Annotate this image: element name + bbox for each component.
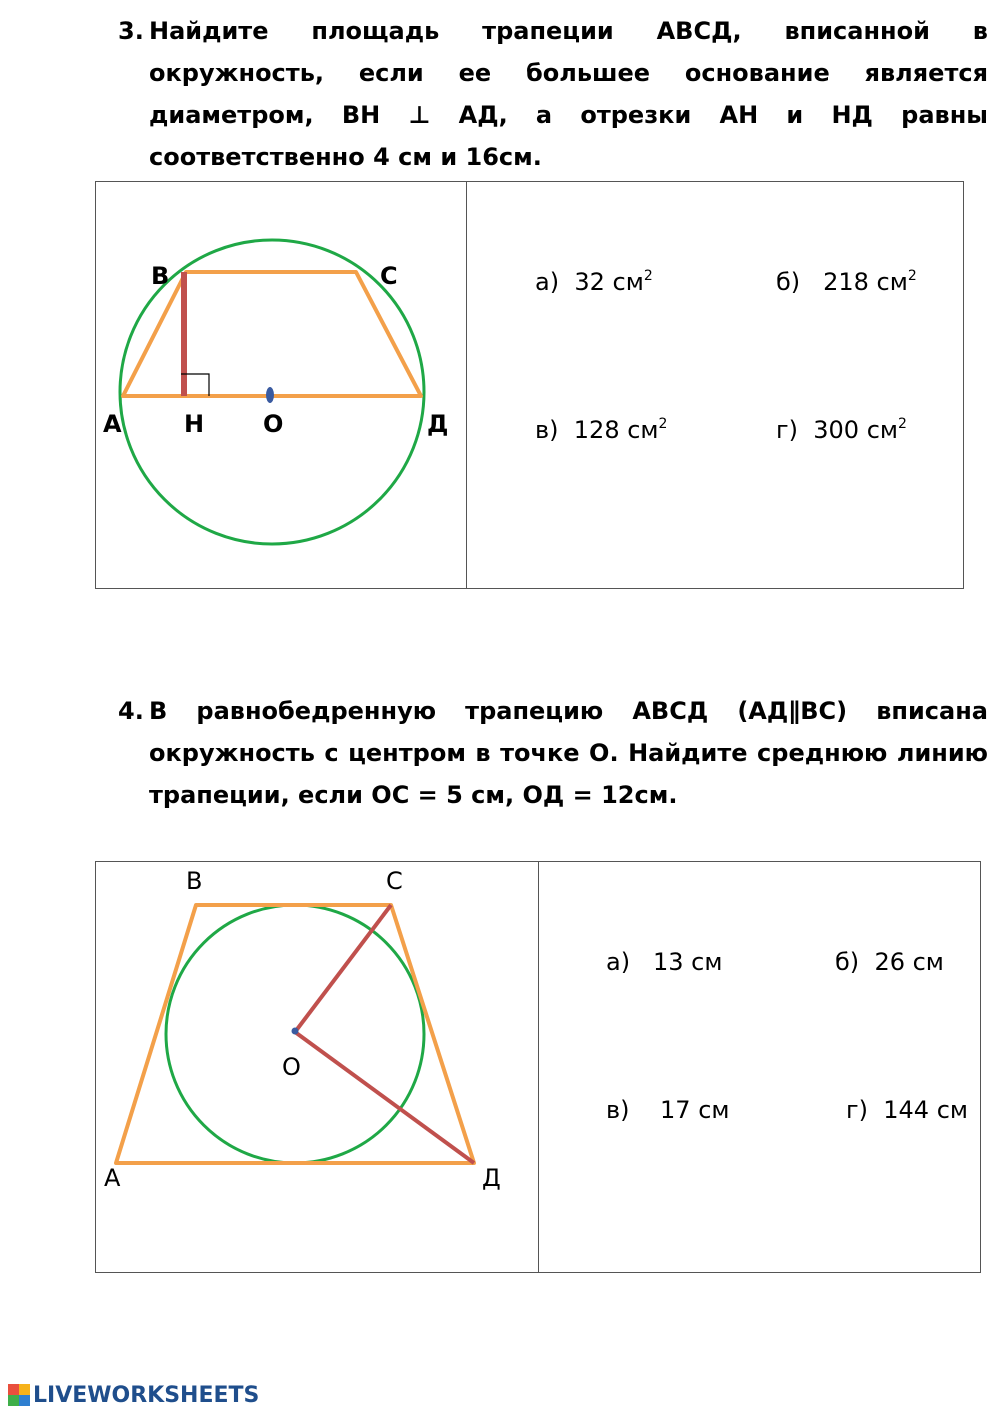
answer-exponent: 2 [658,416,668,432]
answer-letter: в) [535,416,559,444]
problem-4-number: 4. [118,697,144,725]
answer-value: 13 см [652,948,723,976]
problem-3-number: 3. [118,17,144,45]
segment-od [295,1032,474,1163]
liveworksheets-logo [8,1380,259,1410]
answer-letter: б) [776,268,801,296]
answer-letter: а) [606,948,631,976]
answer-value: 128 см [573,416,659,444]
answer-value: 26 см [874,948,944,976]
center-point-o [292,1028,299,1035]
label-h: Н [184,410,205,438]
label-c: С [386,867,403,895]
answer-exponent: 2 [898,416,907,432]
segment-oc [295,905,391,1032]
label-b: В [151,262,170,290]
answer-letter: г) [776,416,798,444]
problem-4-text: В равнобедренную трапецию АВСД (АД∥ВС) вписана окружность с центром в точке О. Найдите среднюю линию трапеции, если ОС = 5 см, ОД = 12см. [149,697,988,809]
answer-letter: а) [535,268,560,296]
answer-letter: г) [846,1096,868,1124]
answer-4c[interactable] [606,1096,730,1124]
answer-exponent: 2 [907,268,917,284]
label-a: А [104,1164,121,1192]
answer-value: 17 см [660,1096,730,1124]
label-d: Д [427,410,449,438]
answer-4b[interactable] [835,948,944,976]
answer-4d[interactable] [846,1096,968,1124]
answer-letter: б) [835,948,860,976]
logo-text: LIVEWORKSHEETS [33,1382,260,1408]
answer-value: 144 см [883,1096,968,1124]
answer-value: 32 см [574,268,644,296]
answer-letter: в) [606,1096,630,1124]
answer-value: 218 см [823,268,908,296]
label-o: О [263,410,284,438]
label-d: Д [482,1164,501,1192]
answer-exponent: 2 [643,268,653,284]
label-c: С [380,262,398,290]
label-o: О [282,1053,301,1081]
problem-3-text: Найдите площадь трапеции АВСД, вписанной в окружность, если ее большее основание является диаметром, ВН ⊥ АД, а отрезки АН и НД равны соответственно 4 см и 16см. [149,17,988,171]
label-b: В [186,867,203,895]
answer-value: 300 см [813,416,898,444]
logo-icon [8,1384,30,1406]
answer-4a[interactable] [606,948,722,976]
label-a: А [103,410,122,438]
